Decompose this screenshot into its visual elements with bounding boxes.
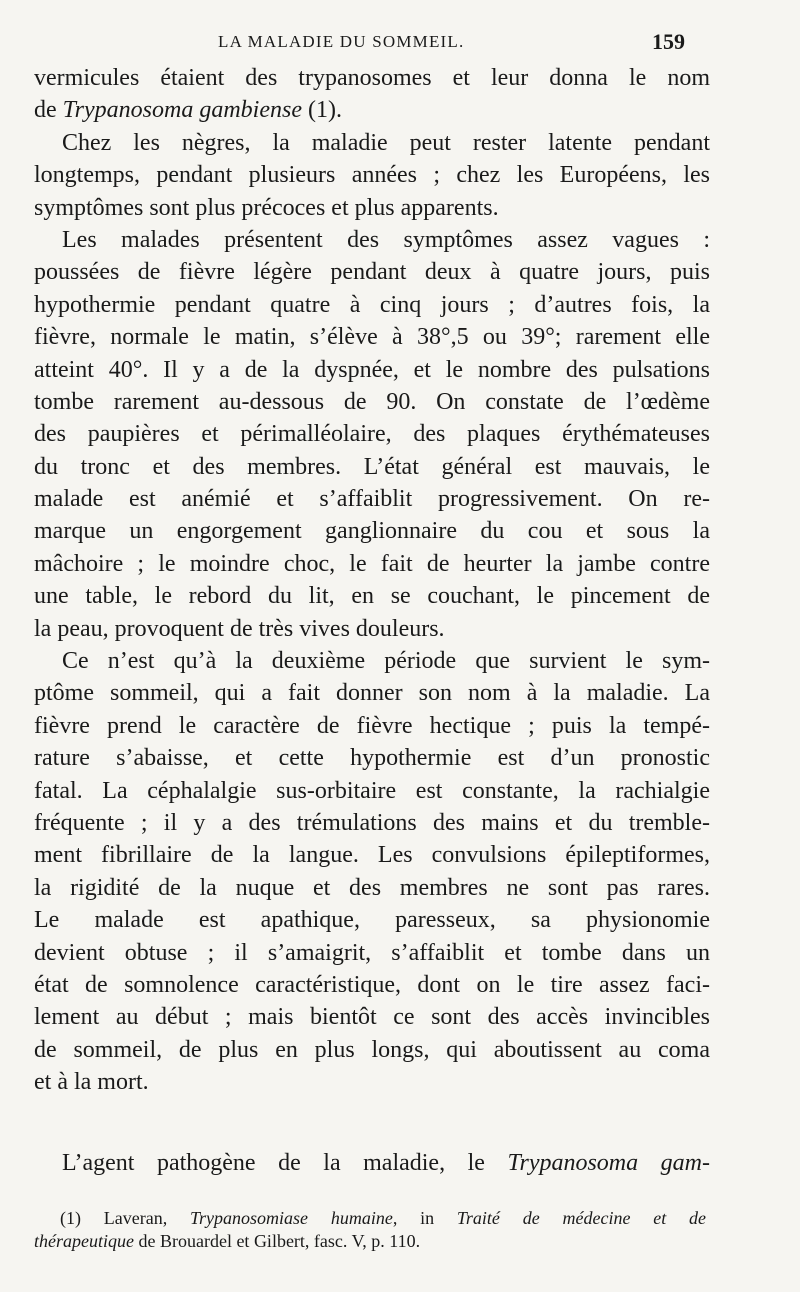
text-line: [34, 1001, 710, 1033]
text-line-tail: (1).: [302, 97, 342, 124]
text-line: [34, 386, 710, 418]
text-line: [34, 515, 710, 547]
running-header: [0, 29, 800, 56]
text-line-content: atteint 40°. Il y a de la dyspnée, et le nombre des pulsations: [34, 356, 710, 383]
text-line: [34, 839, 710, 871]
text-line: [34, 580, 710, 612]
footnote-italic: thérapeutique: [34, 1231, 134, 1251]
text-line-content: rature s’abaisse, et cette hypothermie est d’un pronostic: [34, 745, 710, 772]
text-line-content: hypothermie pendant quatre à cinq jours ; d’autres fois, la: [34, 291, 710, 318]
footnote-italic: Traité de médecine et de: [456, 1208, 706, 1228]
text-line-content: malade est anémié et s’affaiblit progressivement. On re-: [34, 486, 710, 513]
text-line-content: et à la mort.: [34, 1069, 149, 1096]
text-line-content: ment fibrillaire de la langue. Les convulsions épileptiformes,: [34, 842, 710, 869]
text-line: [34, 548, 710, 580]
text-line: [34, 969, 710, 1001]
text-line-content: L’agent pathogène de la maladie, le: [62, 1149, 508, 1176]
text-line-content: Le malade est apathique, paresseux, sa physionomie: [34, 907, 710, 934]
text-line-content: devient obtuse ; il s’amaigrit, s’affaiblit et tombe dans un: [34, 939, 710, 966]
text-line-content: vermicules étaient des trypanosomes et leur donna le nom: [34, 65, 710, 91]
text-line: [34, 62, 710, 94]
text-line-content: la peau, provoquent de très vives douleurs.: [34, 615, 445, 642]
text-line-content: tombe rarement au-dessous de 90. On constate de l’œdème: [34, 388, 710, 415]
text-line: [34, 742, 710, 774]
text-line: [34, 613, 710, 645]
footnote-text: , in: [392, 1208, 457, 1228]
text-line-content: Ce n’est qu’à la deuxième période que survient le sym-: [62, 648, 710, 675]
text-line: [34, 418, 710, 450]
footnote-text: de Brouardel et Gilbert, fasc. V, p. 110.: [133, 1231, 421, 1251]
text-line-content: marque un engorgement ganglionnaire du cou et sous la: [34, 518, 710, 545]
text-line: [34, 775, 710, 807]
italic-term: Trypanosoma gam-: [507, 1149, 710, 1176]
text-line: [34, 256, 710, 288]
text-line: [34, 321, 710, 353]
italic-term: Trypanosoma gambiense: [62, 97, 302, 124]
text-line-content: mâchoire ; le moindre choc, le fait de heurter la jambe contre: [34, 550, 710, 577]
text-line-content: longtemps, pendant plusieurs années ; chez les Européens, les: [34, 162, 710, 189]
text-line: [34, 645, 710, 677]
text-line-content: ptôme sommeil, qui a fait donner son nom à la maladie. La: [34, 680, 710, 707]
text-line: [34, 677, 710, 709]
text-line: [34, 94, 710, 126]
text-line: [34, 289, 710, 321]
running-title: LA MALADIE DU SOMMEIL.: [218, 32, 465, 51]
text-line: [34, 127, 710, 159]
text-line-content: symptômes sont plus précoces et plus apparents.: [34, 194, 499, 221]
text-line: [34, 224, 710, 256]
text-line-content: une table, le rebord du lit, en se couchant, le pincement de: [34, 583, 710, 610]
body-text: [34, 62, 710, 1179]
text-line: [34, 451, 710, 483]
text-line-content: fièvre, normale le matin, s’élève à 38°,5 ou 39°; rarement elle: [34, 324, 710, 351]
footnote-italic: Trypanosomiase humaine: [190, 1208, 393, 1228]
text-line-content: poussées de fièvre légère pendant deux à quatre jours, puis: [34, 259, 710, 286]
footnote-text: (1) Laveran,: [60, 1208, 191, 1228]
page-number: 159: [652, 29, 685, 54]
text-line-content: du tronc et des membres. L’état général est mauvais, le: [34, 453, 710, 480]
footnote: [34, 1207, 706, 1253]
text-line-content: Les malades présentent des symptômes assez vagues :: [62, 226, 710, 253]
text-line-content: des paupières et périmalléolaire, des plaques érythémateuses: [34, 421, 710, 448]
text-line: [34, 159, 710, 191]
text-line: [34, 354, 710, 386]
text-line-content: fatal. La céphalalgie sus-orbitaire est constante, la rachialgie: [34, 777, 710, 804]
text-line: [34, 483, 710, 515]
text-line: [34, 1034, 710, 1066]
text-line: [34, 1066, 710, 1098]
text-line-content: lement au début ; mais bientôt ce sont des accès invincibles: [34, 1004, 710, 1031]
text-line: [34, 807, 710, 839]
text-line: [34, 710, 710, 742]
text-line: [34, 937, 710, 969]
footnote-line: [34, 1230, 706, 1253]
text-line-content: état de somnolence caractéristique, dont on le tire assez faci-: [34, 971, 710, 998]
text-line: [34, 872, 710, 904]
text-line-content: de: [34, 97, 63, 124]
text-line: [34, 1147, 710, 1179]
text-line-content: Chez les nègres, la maladie peut rester latente pendant: [62, 129, 710, 156]
text-line-content: fréquente ; il y a des trémulations des mains et du tremble-: [34, 809, 710, 836]
footnote-line: [34, 1207, 706, 1230]
text-line-content: la rigidité de la nuque et des membres ne sont pas rares.: [34, 874, 710, 901]
text-line: [34, 192, 710, 224]
text-line-content: fièvre prend le caractère de fièvre hectique ; puis la tempé-: [34, 712, 710, 739]
text-line-content: de sommeil, de plus en plus longs, qui aboutissent au coma: [34, 1036, 710, 1063]
text-line: [34, 904, 710, 936]
